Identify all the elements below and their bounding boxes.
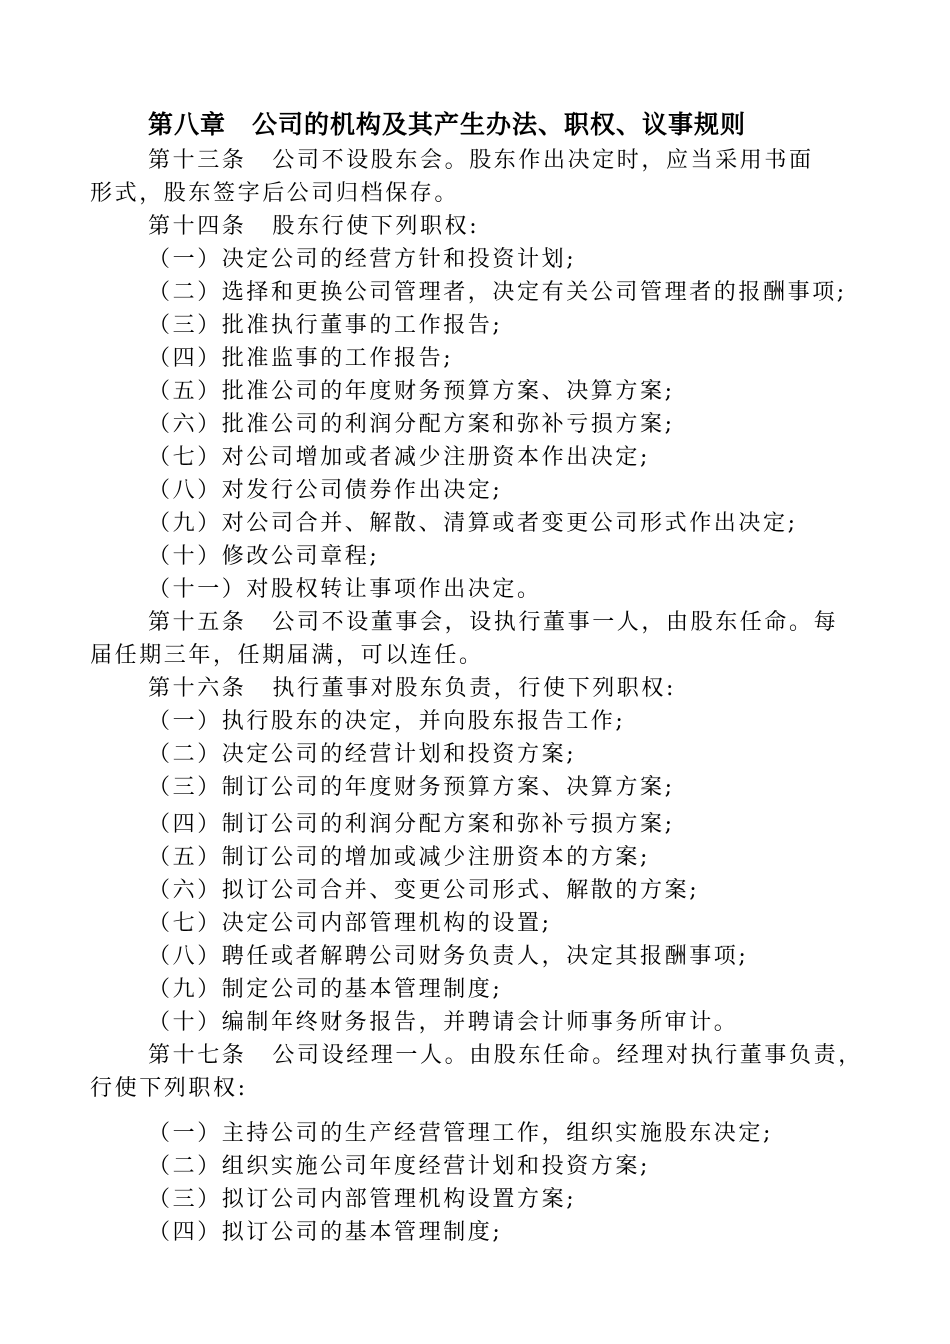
- article-15-line-1: [90, 607, 880, 640]
- article-number: 第十五条: [148, 610, 247, 635]
- list-item: （九）制定公司的基本管理制度;: [148, 977, 503, 1002]
- list-item: （七）对公司增加或者减少注册资本作出决定;: [148, 445, 651, 470]
- list-item: （六）批准公司的利润分配方案和弥补亏损方案;: [148, 412, 675, 437]
- list-item: （十一）对股权转让事项作出决定。: [148, 577, 542, 602]
- article-14-heading: [90, 211, 880, 244]
- list-item: （四）制订公司的利润分配方案和弥补亏损方案;: [148, 812, 675, 837]
- article-number: 第十七条: [148, 1043, 247, 1068]
- article-text: 执行董事对股东负责，行使下列职权:: [272, 676, 677, 701]
- list-item: （二）决定公司的经营计划和投资方案;: [148, 742, 577, 767]
- list-item: （四）批准监事的工作报告;: [148, 346, 454, 371]
- article-text: 公司设经理一人。由股东任命。经理对执行董事负责，: [272, 1043, 863, 1068]
- article-number: 第十四条: [148, 214, 247, 239]
- document-body: [90, 145, 880, 1250]
- article-text: 公司不设股东会。股东作出决定时，应当采用书面: [272, 148, 814, 173]
- list-item: （七）决定公司内部管理机构的设置;: [148, 911, 552, 936]
- list-item: （一）执行股东的决定，并向股东报告工作;: [148, 709, 626, 734]
- list-item: （六）拟订公司合并、变更公司形式、解散的方案;: [148, 878, 700, 903]
- list-item: （十）修改公司章程;: [148, 544, 380, 569]
- list-item: （一）决定公司的经营方针和投资计划;: [148, 247, 577, 272]
- article-text: 公司不设董事会，设执行董事一人，由股东任命。每: [272, 610, 839, 635]
- article-13-line-2: 形式，股东签字后公司归档保存。: [90, 181, 460, 206]
- article-15-line-2: 届任期三年，任期届满，可以连任。: [90, 643, 484, 668]
- list-item: （一）主持公司的生产经营管理工作，组织实施股东决定;: [148, 1121, 774, 1146]
- list-item: （三）批准执行董事的工作报告;: [148, 313, 503, 338]
- article-17-line-1: [90, 1040, 880, 1073]
- list-item: （五）制订公司的增加或减少注册资本的方案;: [148, 845, 651, 870]
- article-text: 股东行使下列职权:: [272, 214, 480, 239]
- list-item: （八）对发行公司债券作出决定;: [148, 478, 503, 503]
- list-item: （二）选择和更换公司管理者，决定有关公司管理者的报酬事项;: [148, 280, 847, 305]
- list-item: （十）编制年终财务报告，并聘请会计师事务所审计。: [148, 1010, 739, 1035]
- list-item: （三）制订公司的年度财务预算方案、决算方案;: [148, 775, 675, 800]
- article-number: 第十三条: [148, 148, 247, 173]
- list-item: （五）批准公司的年度财务预算方案、决算方案;: [148, 379, 675, 404]
- list-item: （九）对公司合并、解散、清算或者变更公司形式作出决定;: [148, 511, 798, 536]
- article-number: 第十六条: [148, 676, 247, 701]
- list-item: （八）聘任或者解聘公司财务负责人，决定其报酬事项;: [148, 944, 749, 969]
- chapter-title: 第八章 公司的机构及其产生办法、职权、议事规则: [148, 110, 747, 139]
- list-item: （二）组织实施公司年度经营计划和投资方案;: [148, 1154, 651, 1179]
- article-13-line-1: [90, 145, 880, 178]
- article-17-line-2: 行使下列职权:: [90, 1076, 248, 1101]
- list-item: （四）拟订公司的基本管理制度;: [148, 1220, 503, 1245]
- list-item: （三）拟订公司内部管理机构设置方案;: [148, 1187, 577, 1212]
- article-16-heading: [90, 673, 880, 706]
